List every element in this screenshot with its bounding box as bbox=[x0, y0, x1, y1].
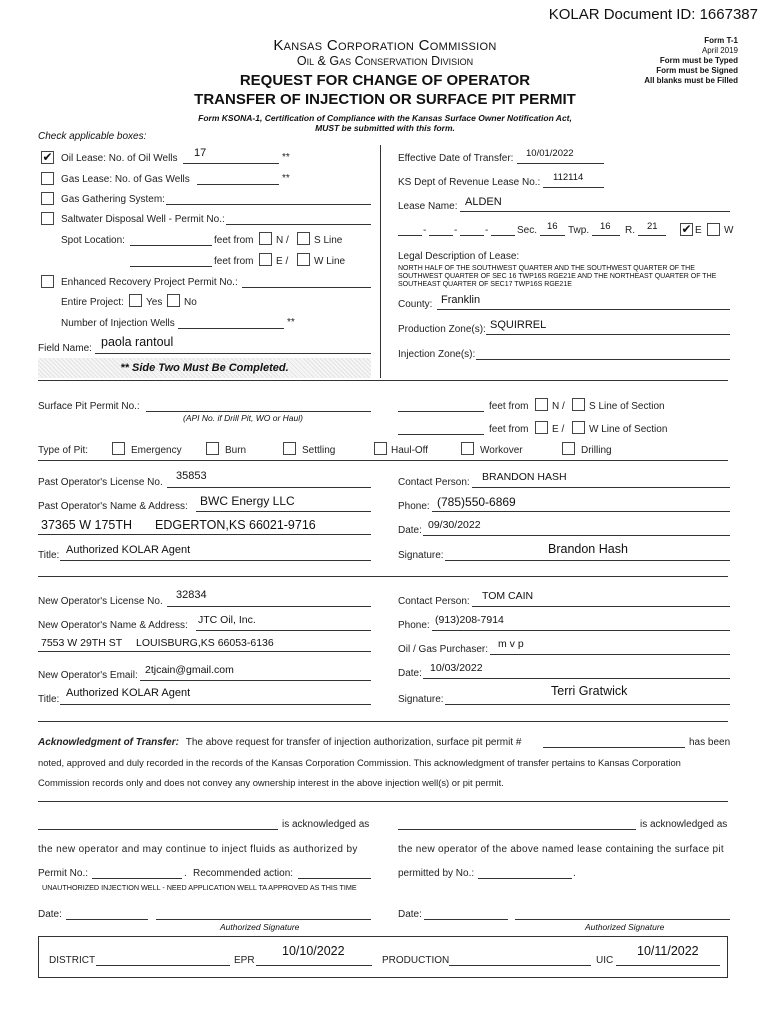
right-date-label: Date: bbox=[398, 909, 422, 920]
qtr-line-4 bbox=[491, 235, 515, 236]
saltwater-label: Saltwater Disposal Well - Permit No.: bbox=[61, 214, 225, 225]
district-line bbox=[96, 965, 230, 966]
pit-feet-from-1: feet from bbox=[489, 401, 529, 412]
saltwater-checkbox[interactable] bbox=[41, 212, 54, 225]
new-title-value[interactable]: Authorized KOLAR Agent bbox=[66, 687, 191, 699]
ack-text-2: noted, approved and duly recorded in the records of the Kansas Corporation Commission. This acknowledgment of transfer pertains to Kansas Corporation bbox=[38, 757, 681, 768]
stars-1: ** bbox=[282, 152, 290, 163]
type-of-pit-label: Type of Pit: bbox=[38, 445, 89, 456]
injection-wells-line bbox=[178, 328, 284, 329]
pit-emergency-label: Emergency bbox=[131, 445, 182, 456]
range-w-label: W bbox=[724, 225, 734, 236]
gas-gathering-checkbox[interactable] bbox=[41, 192, 54, 205]
uic-line bbox=[616, 965, 720, 966]
qtr-line-2 bbox=[429, 235, 453, 236]
past-contact-value[interactable]: BRANDON HASH bbox=[482, 471, 567, 483]
permitted-by-label: permitted by No.: bbox=[398, 868, 475, 879]
pit-w-label: W Line of Section bbox=[589, 424, 668, 435]
entire-project-label: Entire Project: bbox=[61, 297, 124, 308]
ack-text-3: Commission records only and does not convey any ownership interest in the above injection well(s) or pit permit. bbox=[38, 777, 504, 788]
pit-workover-checkbox[interactable] bbox=[461, 442, 474, 455]
twp-line bbox=[592, 235, 620, 236]
stars-3: ** bbox=[287, 317, 295, 328]
new-date-line bbox=[423, 678, 730, 679]
enhanced-recovery-checkbox[interactable] bbox=[41, 275, 54, 288]
effective-date-label: Effective Date of Transfer: bbox=[398, 153, 514, 164]
new-purchaser-line bbox=[490, 654, 730, 655]
ack-text-1: The above request for transfer of injection authorization, surface pit permit # bbox=[185, 737, 522, 748]
past-city-value[interactable]: EDGERTON,KS 66021-9716 bbox=[155, 518, 316, 532]
effective-date-value[interactable]: 10/01/2022 bbox=[526, 148, 574, 159]
past-name-value[interactable]: BWC Energy LLC bbox=[200, 494, 295, 508]
pit-w-checkbox[interactable] bbox=[572, 421, 585, 434]
new-title-line bbox=[60, 704, 371, 705]
form-number: Form T-1 bbox=[704, 36, 738, 45]
spot-e-label: E / bbox=[276, 256, 289, 267]
ack-line-1 bbox=[38, 737, 521, 748]
new-contact-label: Contact Person: bbox=[398, 596, 470, 607]
pit-haul-off-checkbox[interactable] bbox=[374, 442, 387, 455]
new-date-value[interactable]: 10/03/2022 bbox=[430, 662, 483, 674]
note-signed: Form must be Signed bbox=[656, 66, 738, 75]
field-name-value[interactable]: paola rantoul bbox=[101, 335, 174, 349]
new-name-value[interactable]: JTC Oil, Inc. bbox=[198, 614, 256, 626]
pit-section-rule bbox=[38, 460, 728, 461]
oil-lease-label: Oil Lease: No. of Oil Wells bbox=[61, 153, 178, 164]
new-phone-value[interactable]: (913)208-7914 bbox=[435, 614, 504, 626]
ack-heading: Acknowledgment of Transfer: bbox=[38, 737, 179, 748]
agency-name: Kansas Corporation Commission bbox=[273, 37, 497, 54]
pit-burn-label: Burn bbox=[225, 445, 247, 456]
past-signature-value[interactable]: Brandon Hash bbox=[548, 542, 628, 556]
left-date-line bbox=[66, 919, 148, 920]
spot-w-checkbox[interactable] bbox=[297, 253, 310, 266]
new-signature-label: Signature: bbox=[398, 694, 444, 705]
surface-pit-label: Surface Pit Permit No.: bbox=[38, 401, 140, 412]
spot-n-label: N / bbox=[276, 235, 289, 246]
spot-s-checkbox[interactable] bbox=[297, 232, 310, 245]
recommended-action-line bbox=[298, 878, 371, 879]
twp-value[interactable]: 16 bbox=[600, 221, 611, 232]
ack-permit-line bbox=[543, 747, 685, 748]
pit-e-label: E / bbox=[552, 424, 565, 435]
gas-gathering-line bbox=[166, 204, 371, 205]
surface-pit-line bbox=[146, 411, 371, 412]
past-phone-line bbox=[432, 511, 730, 512]
production-label: PRODUCTION bbox=[382, 955, 450, 966]
permitted-by-line bbox=[478, 878, 572, 879]
spot-location-label: Spot Location: bbox=[61, 235, 125, 246]
pit-emergency-checkbox[interactable] bbox=[112, 442, 125, 455]
effective-date-line bbox=[517, 163, 604, 164]
legal-description-value[interactable]: NORTH HALF OF THE SOUTHWEST QUARTER AND THE SOUTHWEST QUARTER OF THE SOUTHWEST QUARTER OF SEC 16 TWP16S RGE21E AND THE NORTHEAST QUARTER OF THE SOUTHEAST QUARTER OF SEC17 TWP16S RGE21E bbox=[398, 265, 717, 288]
note-blanks: All blanks must be Filled bbox=[644, 76, 738, 85]
pit-n-checkbox[interactable] bbox=[535, 398, 548, 411]
ksona-note-1: Form KSONA-1, Certification of Compliance with the Kansas Surface Owner Notification Act, bbox=[198, 113, 572, 123]
left-is-acknowledged: is acknowledged as bbox=[282, 819, 370, 830]
new-signature-line bbox=[445, 704, 730, 705]
past-section-rule bbox=[38, 576, 728, 577]
qtr-line-3 bbox=[460, 235, 484, 236]
pit-e-checkbox[interactable] bbox=[535, 421, 548, 434]
spot-ns-line bbox=[130, 245, 212, 246]
pit-s-checkbox[interactable] bbox=[572, 398, 585, 411]
sec-label: Sec. bbox=[517, 225, 538, 236]
enhanced-recovery-line bbox=[242, 287, 371, 288]
past-title-label: Title: bbox=[38, 550, 60, 561]
qtr-dash-3: - bbox=[485, 225, 489, 236]
r-value[interactable]: 21 bbox=[647, 221, 658, 232]
division-name: Oil & Gas Conservation Division bbox=[296, 54, 474, 68]
new-purchaser-value[interactable]: m v p bbox=[498, 638, 524, 650]
injection-zones-label: Injection Zone(s): bbox=[398, 349, 476, 360]
past-name-label: Past Operator's Name & Address: bbox=[38, 501, 188, 512]
oil-wells-value[interactable]: 17 bbox=[194, 147, 207, 159]
past-signature-line bbox=[445, 560, 730, 561]
new-phone-line bbox=[432, 630, 730, 631]
ks-dept-label: KS Dept of Revenue Lease No.: bbox=[398, 177, 541, 188]
qtr-dash-1: - bbox=[423, 225, 427, 236]
pit-ew-line bbox=[398, 434, 484, 435]
gas-lease-checkbox[interactable] bbox=[41, 172, 54, 185]
production-zones-label: Production Zone(s): bbox=[398, 324, 486, 335]
permitted-dot: . bbox=[573, 868, 576, 879]
ack-section-rule bbox=[38, 801, 728, 802]
range-e-label: E bbox=[695, 225, 702, 236]
stars-2: ** bbox=[282, 173, 290, 184]
lease-name-label: Lease Name: bbox=[398, 201, 458, 212]
saltwater-line bbox=[226, 224, 371, 225]
side-two-note bbox=[38, 358, 371, 378]
spot-w-label: W Line bbox=[314, 256, 346, 267]
injection-zones-line bbox=[476, 359, 730, 360]
pit-workover-label: Workover bbox=[480, 445, 523, 456]
right-date-line bbox=[424, 919, 508, 920]
field-name-label: Field Name: bbox=[38, 343, 92, 354]
past-date-value[interactable]: 09/30/2022 bbox=[428, 519, 481, 531]
new-section-rule bbox=[38, 721, 728, 722]
ks-dept-value[interactable]: 112114 bbox=[553, 172, 584, 183]
ksona-note-2: MUST be submitted with this form. bbox=[315, 123, 455, 133]
lease-name-value[interactable]: ALDEN bbox=[465, 196, 502, 208]
left-ack-line bbox=[38, 829, 278, 830]
unauthorized-note: UNAUTHORIZED INJECTION WELL - NEED APPLICATION WELL TA APPROVED AS THIS TIME bbox=[42, 883, 357, 892]
pit-haul-off-label: Haul-Off bbox=[391, 445, 429, 456]
entire-project-yes-label: Yes bbox=[146, 297, 163, 308]
api-note: (API No. if Drill Pit, WO or Haul) bbox=[183, 413, 303, 423]
pit-settling-label: Settling bbox=[302, 445, 336, 456]
epr-label: EPR bbox=[234, 955, 255, 966]
pit-feet-from-2: feet from bbox=[489, 424, 529, 435]
new-name-label: New Operator's Name & Address: bbox=[38, 620, 188, 631]
check-applicable-label: Check applicable boxes: bbox=[38, 131, 147, 142]
new-signature-value[interactable]: Terri Gratwick bbox=[551, 684, 628, 698]
document-id: KOLAR Document ID: 1667387 bbox=[548, 6, 758, 23]
spot-e-checkbox[interactable] bbox=[259, 253, 272, 266]
past-date-label: Date: bbox=[398, 525, 422, 536]
entire-project-no-label: No bbox=[184, 297, 197, 308]
county-label: County: bbox=[398, 299, 433, 310]
recommended-action-label: Recommended action: bbox=[193, 868, 294, 879]
new-purchaser-label: Oil / Gas Purchaser: bbox=[398, 644, 489, 655]
left-authorized-signature: Authorized Signature bbox=[220, 922, 300, 932]
oil-lease-checkbox[interactable]: ✔ bbox=[42, 150, 53, 164]
ack-has-been: has been bbox=[689, 737, 731, 748]
uic-date[interactable]: 10/11/2022 bbox=[637, 944, 699, 958]
production-zones-value[interactable]: SQUIRREL bbox=[490, 319, 547, 331]
new-name-line bbox=[196, 630, 371, 631]
left-signature-line bbox=[156, 919, 371, 920]
past-street-value[interactable]: 37365 W 175TH bbox=[41, 518, 133, 532]
past-phone-value[interactable]: (785)550-6869 bbox=[437, 495, 516, 509]
left-line-2: the new operator and may continue to inject fluids as authorized by bbox=[38, 844, 358, 855]
oil-wells-line bbox=[183, 163, 279, 164]
form-title-line1: REQUEST FOR CHANGE OF OPERATOR bbox=[239, 72, 531, 89]
lease-name-line bbox=[460, 211, 730, 212]
gas-gathering-label: Gas Gathering System: bbox=[61, 194, 165, 205]
new-address-line bbox=[38, 651, 371, 652]
spot-s-label: S Line bbox=[314, 235, 343, 246]
new-date-label: Date: bbox=[398, 668, 422, 679]
past-contact-line bbox=[472, 487, 730, 488]
past-phone-label: Phone: bbox=[398, 501, 430, 512]
spot-feet-from-2: feet from bbox=[214, 256, 254, 267]
uic-label: UIC bbox=[596, 955, 614, 966]
new-contact-value[interactable]: TOM CAIN bbox=[482, 590, 534, 602]
production-line bbox=[449, 965, 591, 966]
range-w-checkbox[interactable] bbox=[707, 223, 720, 236]
past-date-line bbox=[423, 535, 730, 536]
r-line bbox=[638, 235, 666, 236]
legal-description-label: Legal Description of Lease: bbox=[398, 251, 520, 262]
past-title-value[interactable]: Authorized KOLAR Agent bbox=[66, 544, 191, 556]
pit-drilling-label: Drilling bbox=[581, 445, 612, 456]
injection-wells-label: Number of Injection Wells bbox=[61, 318, 175, 329]
new-license-value[interactable]: 32834 bbox=[176, 589, 207, 601]
past-title-line bbox=[60, 560, 371, 561]
upper-section-rule bbox=[38, 380, 728, 381]
spot-n-checkbox[interactable] bbox=[259, 232, 272, 245]
left-date-label: Date: bbox=[38, 909, 62, 920]
permit-no-line bbox=[92, 878, 182, 879]
ks-dept-line bbox=[543, 187, 604, 188]
new-title-label: Title: bbox=[38, 694, 60, 705]
qtr-dash-2: - bbox=[454, 225, 458, 236]
spot-ew-line bbox=[130, 266, 212, 267]
past-name-line bbox=[196, 511, 371, 512]
past-license-line bbox=[167, 487, 371, 488]
field-name-line bbox=[95, 353, 371, 354]
pit-ns-line bbox=[398, 411, 484, 412]
past-license-label: Past Operator's License No. bbox=[38, 477, 163, 488]
form-title-line2: TRANSFER OF INJECTION OR SURFACE PIT PERMIT bbox=[194, 91, 576, 108]
right-authorized-signature: Authorized Signature bbox=[585, 922, 665, 932]
pit-drilling-checkbox[interactable] bbox=[562, 442, 575, 455]
pit-s-label: S Line of Section bbox=[589, 401, 665, 412]
enhanced-recovery-label: Enhanced Recovery Project Permit No.: bbox=[61, 277, 238, 288]
entire-project-yes-checkbox[interactable] bbox=[129, 294, 142, 307]
spot-feet-from-1: feet from bbox=[214, 235, 254, 246]
past-signature-label: Signature: bbox=[398, 550, 444, 561]
new-street-value[interactable]: 7553 W 29TH ST bbox=[41, 637, 123, 649]
right-is-acknowledged: is acknowledged as bbox=[640, 819, 728, 830]
new-email-value[interactable]: 2tjcain@gmail.com bbox=[145, 664, 234, 676]
district-label: DISTRICT bbox=[49, 955, 96, 966]
permit-no-label: Permit No.: bbox=[38, 868, 89, 879]
county-value[interactable]: Franklin bbox=[441, 294, 481, 306]
pit-burn-checkbox[interactable] bbox=[206, 442, 219, 455]
note-typed: Form must be Typed bbox=[659, 56, 738, 65]
r-label: R. bbox=[625, 225, 635, 236]
sec-value[interactable]: 16 bbox=[547, 221, 558, 232]
gas-wells-line bbox=[197, 184, 279, 185]
range-e-checkbox[interactable]: ✔ bbox=[681, 222, 692, 236]
new-email-line bbox=[140, 680, 371, 681]
new-contact-line bbox=[472, 606, 730, 607]
entire-project-no-checkbox[interactable] bbox=[167, 294, 180, 307]
side-two-note-text: ** Side Two Must Be Completed. bbox=[120, 362, 289, 374]
past-contact-label: Contact Person: bbox=[398, 477, 470, 488]
form-date: April 2019 bbox=[701, 46, 738, 55]
pit-settling-checkbox[interactable] bbox=[283, 442, 296, 455]
production-zones-line bbox=[486, 334, 730, 335]
gas-lease-label: Gas Lease: No. of Gas Wells bbox=[61, 174, 190, 185]
new-license-label: New Operator's License No. bbox=[38, 596, 163, 607]
new-phone-label: Phone: bbox=[398, 620, 430, 631]
permit-dot: . bbox=[184, 868, 187, 879]
right-line-2: the new operator of the above named lease containing the surface pit bbox=[398, 844, 724, 855]
section-divider bbox=[380, 145, 381, 378]
right-signature-line bbox=[515, 919, 730, 920]
epr-date[interactable]: 10/10/2022 bbox=[282, 944, 345, 958]
new-email-label: New Operator's Email: bbox=[38, 670, 138, 681]
county-line bbox=[437, 309, 730, 310]
qtr-line-1 bbox=[398, 235, 422, 236]
epr-line bbox=[256, 965, 372, 966]
new-city-value[interactable]: LOUISBURG,KS 66053-6136 bbox=[136, 637, 274, 649]
past-address-line bbox=[38, 534, 371, 535]
right-ack-line bbox=[398, 829, 636, 830]
twp-label: Twp. bbox=[568, 225, 590, 236]
sec-line bbox=[540, 235, 565, 236]
past-license-value[interactable]: 35853 bbox=[176, 470, 207, 482]
pit-n-label: N / bbox=[552, 401, 565, 412]
new-license-line bbox=[167, 606, 371, 607]
